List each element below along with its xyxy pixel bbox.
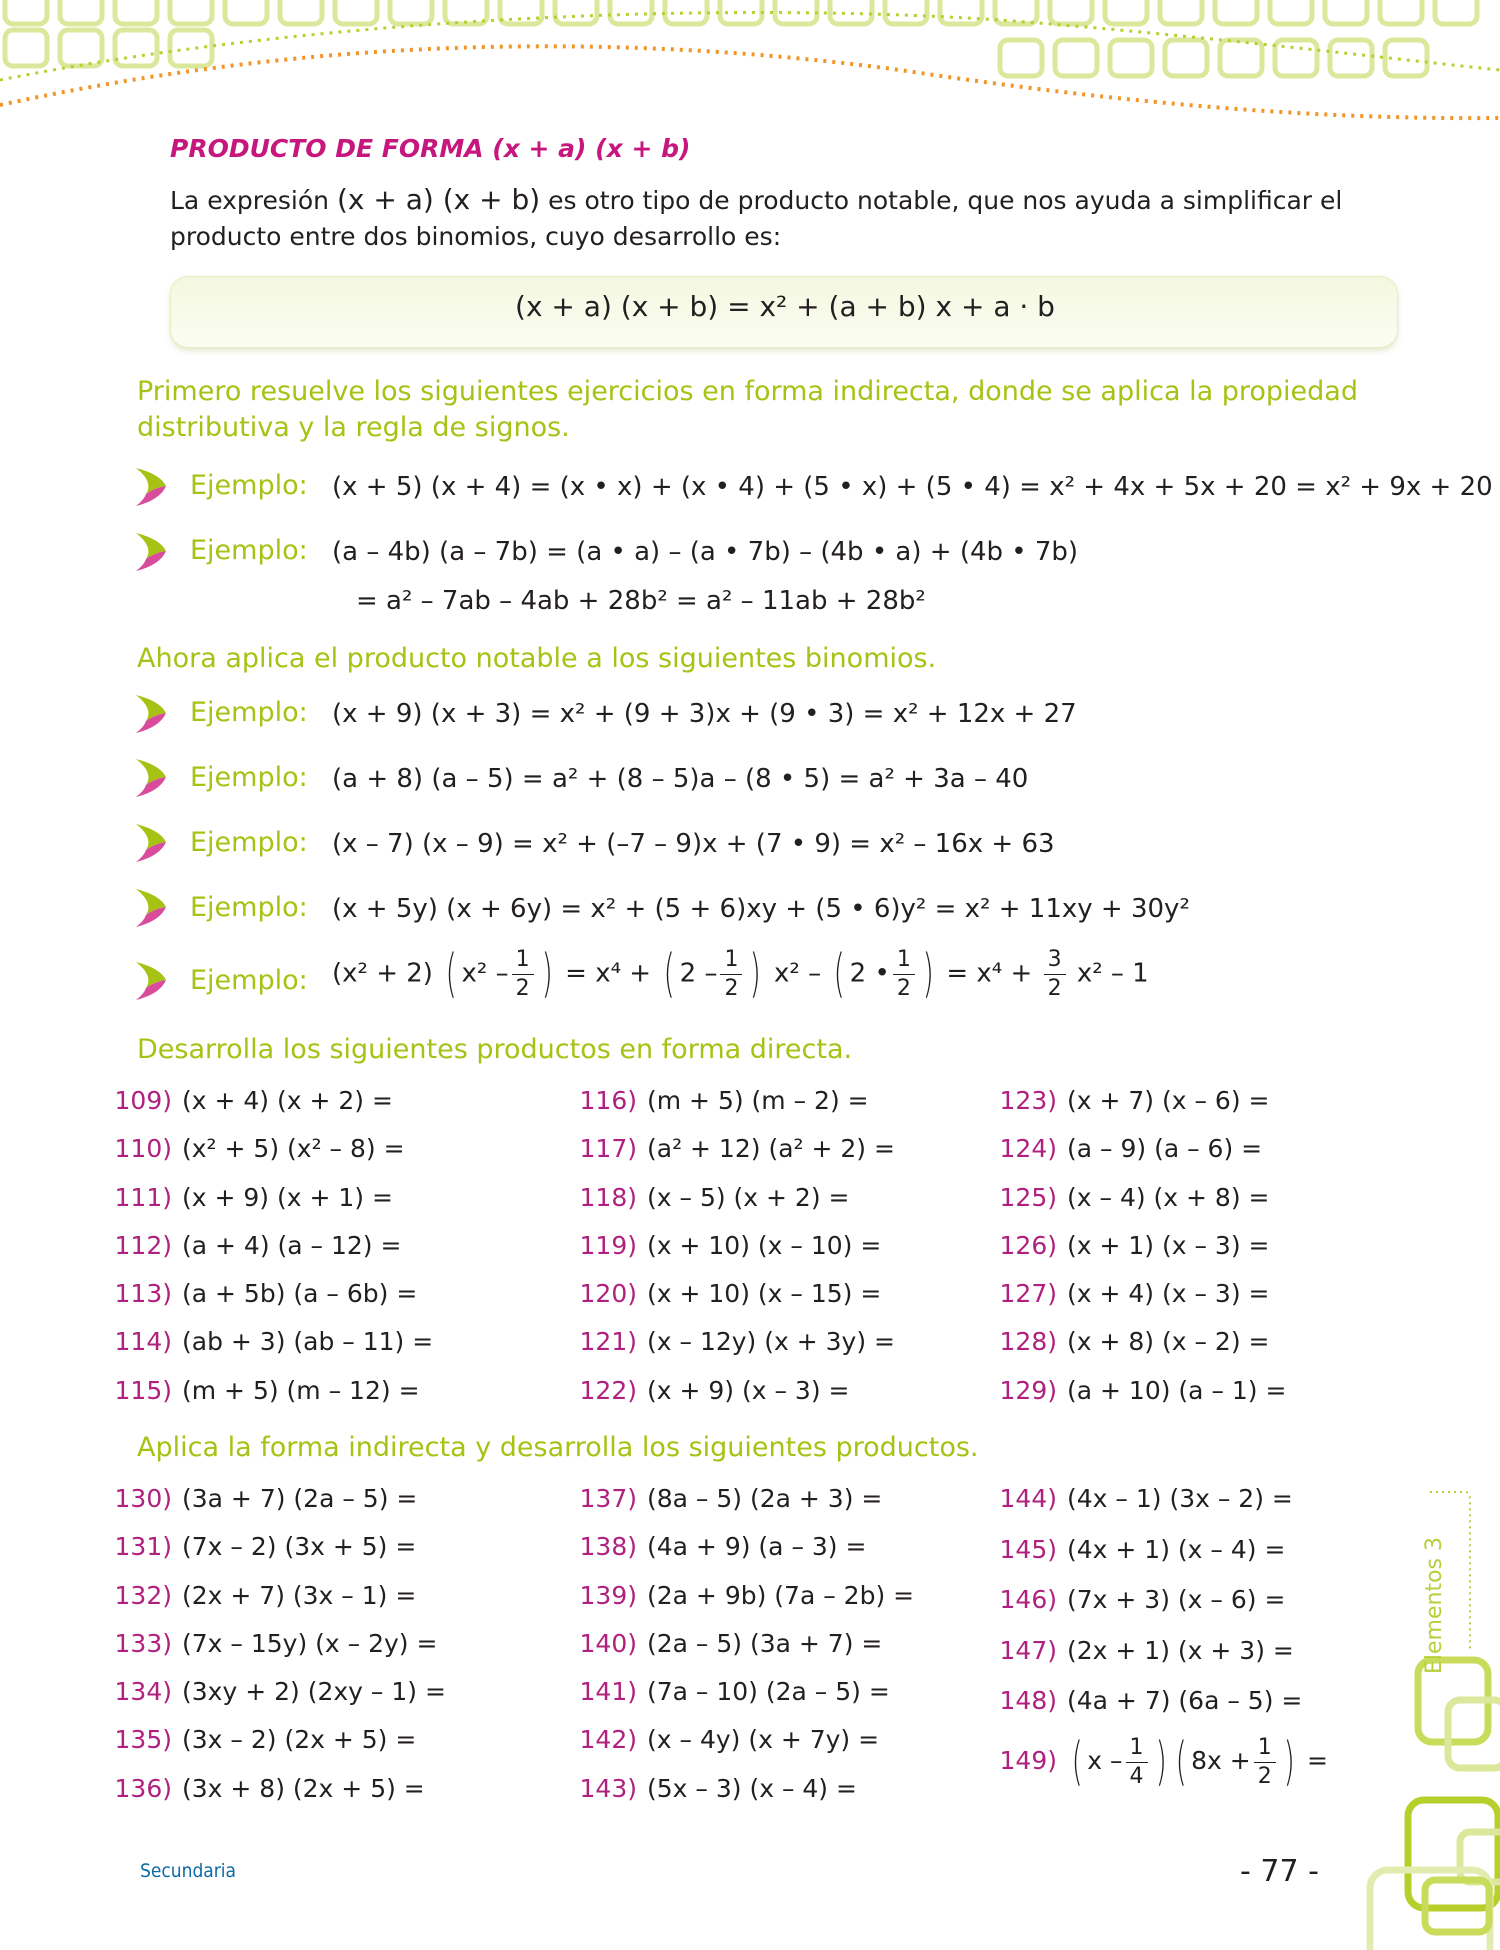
problem-item: 140) (2a – 5) (3a + 7) = <box>579 1628 883 1658</box>
section-instruction-1: Primero resuelve los siguientes ejercicios en forma indirecta, donde se aplica la propiedad distributiva y la regla de signos. <box>137 376 1358 443</box>
problem-item: 126) (x + 1) (x – 3) = <box>999 1230 1270 1260</box>
problem-item: 134) (3xy + 2) (2xy – 1) = <box>114 1677 446 1707</box>
footer-level: Secundaria <box>140 1860 237 1882</box>
fraction-3-2: $\frac{3}{2}$ <box>1044 946 1066 1003</box>
problem-item: 113) (a + 5b) (a – 6b) = <box>114 1279 418 1309</box>
problem-item: 109) (x + 4) (x + 2) = <box>114 1086 393 1115</box>
problem-item: 139) (2a + 9b) (7a – 2b) = <box>579 1580 915 1610</box>
problem-item: 143) (5x – 3) (x – 4) = <box>579 1773 857 1803</box>
example-2-continued: = a² – 7ab – 4ab + 28b² = a² – 11ab + 28b² <box>356 586 926 616</box>
fraction-1-2: $\frac{1}{2}$ <box>512 946 534 1003</box>
example-label: Ejemplo: <box>190 535 308 566</box>
example-label: Ejemplo: <box>190 827 308 858</box>
problem-item: 122) (x + 9) (x – 3) = <box>579 1375 850 1405</box>
problem-column-4 <box>100 1484 446 1822</box>
fraction-1-2: $\frac{1}{2}$ <box>1254 1734 1276 1791</box>
frac-part-c: = x⁴ + <box>565 958 652 989</box>
problem-column-3 <box>985 1086 1286 1424</box>
problem-item: 117) (a² + 12) (a² + 2) = <box>579 1134 895 1164</box>
problem-item: 141) (7a – 10) (2a – 5) = <box>579 1677 890 1707</box>
problem-item: 132) (2x + 7) (3x – 1) = <box>114 1580 417 1610</box>
section-instruction-2: Ahora aplica el producto notable a los siguientes binomios. <box>137 643 937 674</box>
problem-item: 123) (x + 7) (x – 6) = <box>999 1086 1270 1115</box>
chevron-bullet-icon <box>130 887 174 929</box>
chevron-bullet-icon <box>130 960 174 1002</box>
problem-item: 144) (4x – 1) (3x – 2) = <box>999 1484 1293 1513</box>
example-7-fraction: (x² + 2) ( x² – $\frac{1}{2}$ ) = x⁴ + ( 2 – $\frac{1}{2}$ ) x² – ( 2 • $\frac{1}{2}$ ) = x⁴ + $\frac{3}{2}$ x² – 1 <box>332 944 1149 1004</box>
problem-item: 116) (m + 5) (m – 2) = <box>579 1086 869 1115</box>
problem-column-5 <box>565 1484 914 1822</box>
section-title: PRODUCTO DE FORMA (x + a) (x + b) <box>170 134 691 163</box>
problem-item: 120) (x + 10) (x – 15) = <box>579 1279 882 1309</box>
chevron-bullet-icon <box>130 531 174 573</box>
intro-pre: La expresión <box>170 186 330 215</box>
problem-item: 121) (x – 12y) (x + 3y) = <box>579 1327 895 1357</box>
example-label: Ejemplo: <box>190 762 308 793</box>
p149-equals: = <box>1307 1746 1328 1775</box>
problem-item: 115) (m + 5) (m – 12) = <box>114 1375 420 1405</box>
intro-paragraph <box>170 182 1410 255</box>
frac-part-f: x² – <box>774 958 822 989</box>
problem-item: 146) (7x + 3) (x – 6) = <box>999 1585 1286 1614</box>
p149-part-a: x – <box>1087 1746 1123 1775</box>
main-formula: (x + a) (x + b) = x² + (a + b) x + a · b <box>515 290 1055 323</box>
fraction-1-2: $\frac{1}{2}$ <box>720 946 742 1003</box>
example-label: Ejemplo: <box>190 965 308 996</box>
problem-item: 138) (4a + 9) (a – 3) = <box>579 1532 867 1562</box>
problem-item: 136) (3x + 8) (2x + 5) = <box>114 1773 425 1803</box>
chevron-bullet-icon <box>130 757 174 799</box>
frac-part-i: x² – 1 <box>1076 958 1149 989</box>
frac-part-h: = x⁴ + <box>946 958 1033 989</box>
problem-column-2 <box>565 1086 895 1424</box>
frac-part-a: (x² + 2) <box>332 958 433 989</box>
example-label: Ejemplo: <box>190 697 308 728</box>
chevron-bullet-icon <box>130 466 174 508</box>
problem-column-1 <box>100 1086 433 1424</box>
chevron-bullet-icon <box>130 693 174 735</box>
problem-149: 149) ( x – $\frac{1}{4}$ ) ( 8x + $\frac{1}{2}$ ) = <box>985 1732 1328 1792</box>
example-label: Ejemplo: <box>190 470 308 501</box>
problem-item: 142) (x – 4y) (x + 7y) = <box>579 1725 880 1755</box>
frac-part-b: x² – <box>461 958 509 989</box>
chevron-bullet-icon <box>130 822 174 864</box>
fraction-1-2: $\frac{1}{2}$ <box>893 946 915 1003</box>
problem-item: 130) (3a + 7) (2a – 5) = <box>114 1484 418 1513</box>
example-label: Ejemplo: <box>190 892 308 923</box>
example-5: (x – 7) (x – 9) = x² + (–7 – 9)x + (7 • 9) = x² – 16x + 63 <box>332 829 1055 859</box>
problem-item: 133) (7x – 15y) (x – 2y) = <box>114 1628 438 1658</box>
problem-item: 145) (4x + 1) (x – 4) = <box>999 1534 1286 1564</box>
frac-part-g: 2 • <box>849 958 890 989</box>
intro-post: es otro tipo de producto notable, que nos ayuda a simplificar el producto entre dos binomios, cuyo desarrollo es: <box>170 186 1343 251</box>
problem-item: 128) (x + 8) (x – 2) = <box>999 1327 1270 1357</box>
example-2: (a – 4b) (a – 7b) = (a • a) – (a • 7b) – (4b • a) + (4b • 7b) <box>332 537 1079 567</box>
problem-column-6 <box>985 1484 1302 1737</box>
frac-part-e: 2 – <box>679 958 718 989</box>
problem-item: 118) (x – 5) (x + 2) = <box>579 1182 850 1212</box>
fraction-1-4: $\frac{1}{4}$ <box>1126 1734 1148 1791</box>
problem-item: 125) (x – 4) (x + 8) = <box>999 1182 1270 1212</box>
problem-number: 149) <box>999 1746 1057 1775</box>
problem-item: 135) (3x – 2) (2x + 5) = <box>114 1725 417 1755</box>
problem-item: 137) (8a – 5) (2a + 3) = <box>579 1484 883 1513</box>
problem-item: 147) (2x + 1) (x + 3) = <box>999 1635 1294 1665</box>
section-instruction-3: Desarrolla los siguientes productos en forma directa. <box>137 1034 853 1065</box>
problem-item: 112) (a + 4) (a – 12) = <box>114 1230 402 1260</box>
problem-item: 110) (x² + 5) (x² – 8) = <box>114 1134 405 1164</box>
section-instruction-4: Aplica la forma indirecta y desarrolla los siguientes productos. <box>137 1432 979 1463</box>
problem-item: 111) (x + 9) (x + 1) = <box>114 1182 393 1212</box>
problem-item: 124) (a – 9) (a – 6) = <box>999 1134 1263 1164</box>
problem-item: 127) (x + 4) (x – 3) = <box>999 1279 1270 1309</box>
example-3: (x + 9) (x + 3) = x² + (9 + 3)x + (9 • 3) = x² + 12x + 27 <box>332 699 1077 729</box>
example-6: (x + 5y) (x + 6y) = x² + (5 + 6)xy + (5 • 6)y² = x² + 11xy + 30y² <box>332 894 1190 924</box>
example-1: (x + 5) (x + 4) = (x • x) + (x • 4) + (5 • x) + (5 • 4) = x² + 4x + 5x + 20 = x² + 9x + 20 <box>332 472 1493 502</box>
example-4: (a + 8) (a – 5) = a² + (8 – 5)a – (8 • 5) = a² + 3a – 40 <box>332 764 1029 794</box>
intro-expr: (x + a) (x + b) <box>336 183 541 216</box>
problem-item: 148) (4a + 7) (6a – 5) = <box>999 1686 1303 1715</box>
side-label: Elementos 3 <box>1422 1537 1447 1674</box>
page-number: - 77 - <box>1240 1854 1319 1889</box>
problem-item: 131) (7x – 2) (3x + 5) = <box>114 1532 417 1562</box>
p149-part-b: 8x + <box>1191 1746 1251 1775</box>
problem-item: 114) (ab + 3) (ab – 11) = <box>114 1327 434 1357</box>
header-decoration <box>0 0 1500 130</box>
problem-item: 119) (x + 10) (x – 10) = <box>579 1230 882 1260</box>
problem-item: 129) (a + 10) (a – 1) = <box>999 1375 1287 1405</box>
